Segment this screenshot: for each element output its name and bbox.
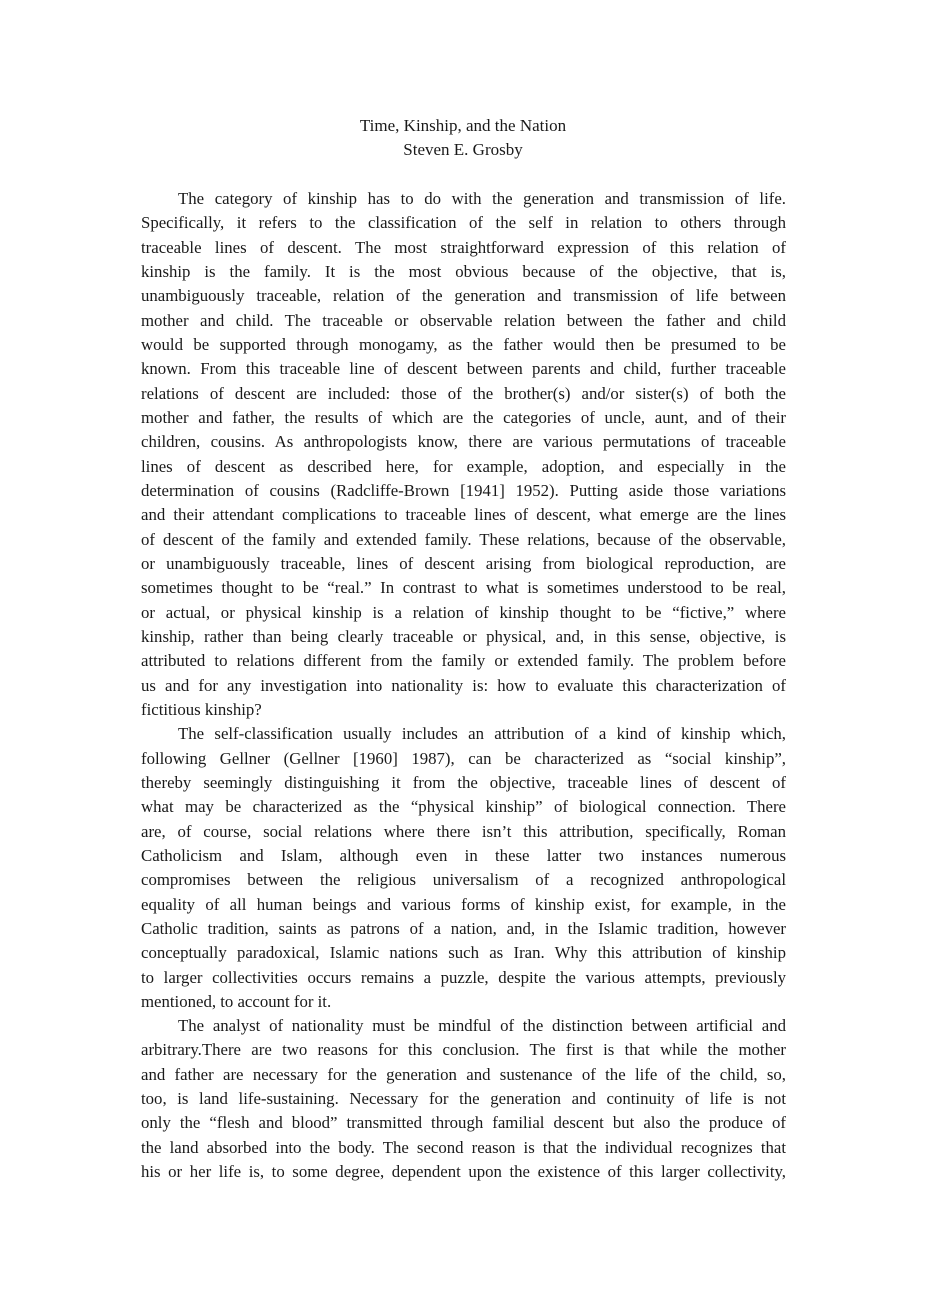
paragraph [141,722,786,1014]
text-line: lines of descent as described here, for example, adoption, and especially in the [141,456,786,476]
text-line: mother and father, the results of which are the categories of uncle, aunt, and of their [141,407,786,427]
text-line: determination of cousins (Radcliffe-Brown [1941] 1952). Putting aside those variations [141,480,786,500]
text-line: attributed to relations different from the family or extended family. The problem before [141,651,786,671]
text-line: fictitious kinship? [141,699,262,719]
text-line: conceptually paradoxical, Islamic nations such as Iran. Why this attribution of kinship [141,943,786,963]
text-line: sometimes thought to be “real.” In contrast to what is sometimes understood to be real, [141,578,786,598]
text-line: of descent of the family and extended family. These relations, because of the observable, [141,529,786,549]
text-line: known. From this traceable line of descent between parents and child, further traceable [141,359,786,379]
text-line: only the “flesh and blood” transmitted through familial descent but also the produce of [141,1113,786,1133]
text-line: too, is land life-sustaining. Necessary for the generation and continuity of life is not [141,1089,786,1109]
text-line: kinship is the family. It is the most obvious because of the objective, that is, [141,261,786,281]
text-line: traceable lines of descent. The most straightforward expression of this relation of [141,237,786,257]
text-line: mentioned, to account for it. [141,991,332,1011]
text-line: the land absorbed into the body. The second reason is that the individual recognizes that [141,1137,786,1157]
text-line: equality of all human beings and various forms of kinship exist, for example, in the [141,894,786,914]
text-line: would be supported through monogamy, as the father would then be presumed to be [141,334,786,354]
text-line: arbitrary.There are two reasons for this conclusion. The first is that while the mother [141,1040,786,1060]
text-line: what may be characterized as the “physical kinship” of biological connection. There [141,797,786,817]
text-line: to larger collectivities occurs remains a puzzle, despite the various attempts, previously [141,967,786,987]
text-line: Catholicism and Islam, although even in these latter two instances numerous [141,845,786,865]
text-line: mother and child. The traceable or observable relation between the father and child [141,310,786,330]
text-line: relations of descent are included: those of the brother(s) and/or sister(s) of both the [141,383,786,403]
text-line: and their attendant complications to traceable lines of descent, what emerge are the lines [141,505,786,525]
text-line: Catholic tradition, saints as patrons of a nation, and, in the Islamic tradition, however [141,918,786,938]
text-line: The self-classification usually includes an attribution of a kind of kinship which, [178,724,786,744]
document-author: Steven E. Grosby [403,140,523,159]
text-line: are, of course, social relations where there isn’t this attribution, specifically, Roman [141,821,786,841]
text-line: compromises between the religious universalism of a recognized anthropological [141,870,786,890]
text-line: children, cousins. As anthropologists know, there are various permutations of traceable [141,432,786,452]
text-line: us and for any investigation into nationality is: how to evaluate this characterization of [141,675,786,695]
text-line: and father are necessary for the generation and sustenance of the life of the child, so, [141,1064,786,1084]
text-line: kinship, rather than being clearly traceable or physical, and, in this sense, objective, is [141,626,786,646]
text-line: The category of kinship has to do with the generation and transmission of life. [178,189,786,208]
text-line: or actual, or physical kinship is a relation of kinship thought to be “fictive,” where [141,602,786,622]
text-line: unambiguously traceable, relation of the generation and transmission of life between [141,286,786,306]
text-line: or unambiguously traceable, lines of descent arising from biological reproduction, are [141,553,786,573]
document-body [141,187,786,1184]
paragraph [141,1014,786,1184]
text-line: Specifically, it refers to the classification of the self in relation to others through [141,213,786,233]
text-line: following Gellner (Gellner [1960] 1987), can be characterized as “social kinship”, [141,748,786,768]
document-title: Time, Kinship, and the Nation [359,116,567,135]
text-line: his or her life is, to some degree, dependent upon the existence of this larger collectivity, [141,1162,786,1182]
paragraph [141,187,786,722]
text-line: thereby seemingly distinguishing it from the objective, traceable lines of descent of [141,772,786,792]
text-line: The analyst of nationality must be mindful of the distinction between artificial and [178,1016,786,1036]
